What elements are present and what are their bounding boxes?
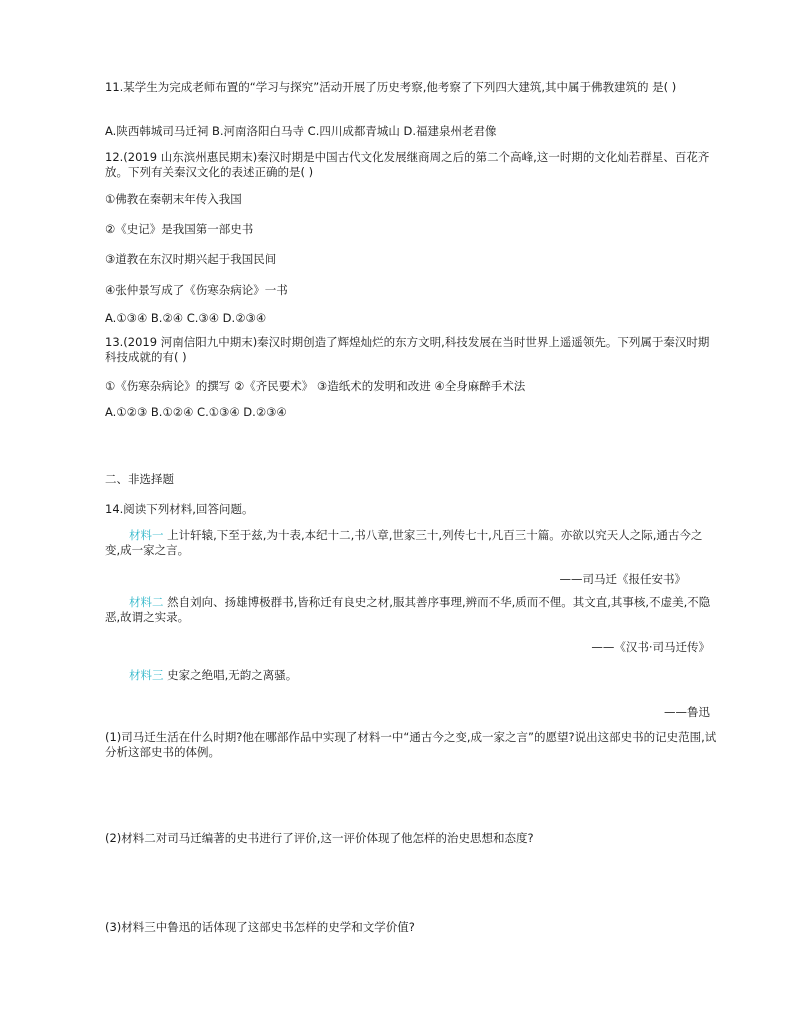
question-14-sub-3: (3)材料三中鲁迅的话体现了这部史书怎样的史学和文学价值? [105,920,415,934]
question-13-items: ①《伤寒杂病论》的撰写 ②《齐民要术》 ③造纸术的发明和改进 ④全身麻醉手术法 [105,379,526,393]
material-1-text: 上计轩辕,下至于兹,为十表,本纪十二,书八章,世家三十,列传七十,凡百三十篇。亦欲以究天人之际,通古今之变,成一家之言。 [105,528,703,557]
material-1-label: 材料一 [129,528,164,542]
material-2-label: 材料二 [129,595,164,609]
material-3 [129,668,297,682]
question-14-sub-1: (1)司马迁生活在什么时期?他在哪部作品中实现了材料一中“通古今之变,成一家之言”的愿望?说出这部史书的记史范围,试分析这部史书的体例。 [105,730,717,759]
material-1 [105,528,715,558]
question-11-options: A.陕西韩城司马迁祠 B.河南洛阳白马寺 C.四川成都青城山 D.福建泉州老君像 [105,124,497,138]
section-title: 二、非选择题 [105,472,174,486]
question-13-stem: 13.(2019 河南信阳九中期末)秦汉时期创造了辉煌灿烂的东方文明,科技发展在当时世界上遥遥领先。下列属于秦汉时期科技成就的有( ) [105,335,710,364]
question-12-item-4: ④张仲景写成了《伤寒杂病论》一书 [105,283,288,297]
question-12-item-1: ①佛教在秦朝末年传入我国 [105,192,242,206]
question-14-intro: 14.阅读下列材料,回答问题。 [105,502,254,516]
question-12-item-2: ②《史记》是我国第一部史书 [105,222,254,236]
question-12-item-3: ③道教在东汉时期兴起于我国民间 [105,252,277,266]
question-11-stem: 11.某学生为完成老师布置的“学习与探究”活动开展了历史考察,他考察了下列四大建筑,其中属于佛教建筑的 是( ) [105,80,677,94]
material-3-label: 材料三 [129,668,164,682]
material-3-text: 史家之绝唱,无韵之离骚。 [163,668,298,682]
question-14-sub-2: (2)材料二对司马迁编著的史书进行了评价,这一评价体现了他怎样的治史思想和态度? [105,831,534,845]
material-1-source: ——司马迁《报任安书》 [559,572,686,586]
material-3-source: ——鲁迅 [664,705,710,719]
material-2-source: ——《汉书·司马迁传》 [591,640,710,654]
question-13-options: A.①②③ B.①②④ C.①③④ D.②③④ [105,405,287,419]
material-2-text: 然自刘向、扬雄博极群书,皆称迁有良史之材,服其善序事理,辨而不华,质而不俚。其文直,其事核,不虚美,不隐恶,故谓之实录。 [105,595,711,624]
question-12-options: A.①③④ B.②④ C.③④ D.②③④ [105,311,267,325]
question-12-stem: 12.(2019 山东滨州惠民期末)秦汉时期是中国古代文化发展继商周之后的第二个高峰,这一时期的文化灿若群星、百花齐放。下列有关秦汉文化的表述正确的是( ) [105,150,710,179]
material-2 [105,595,715,625]
